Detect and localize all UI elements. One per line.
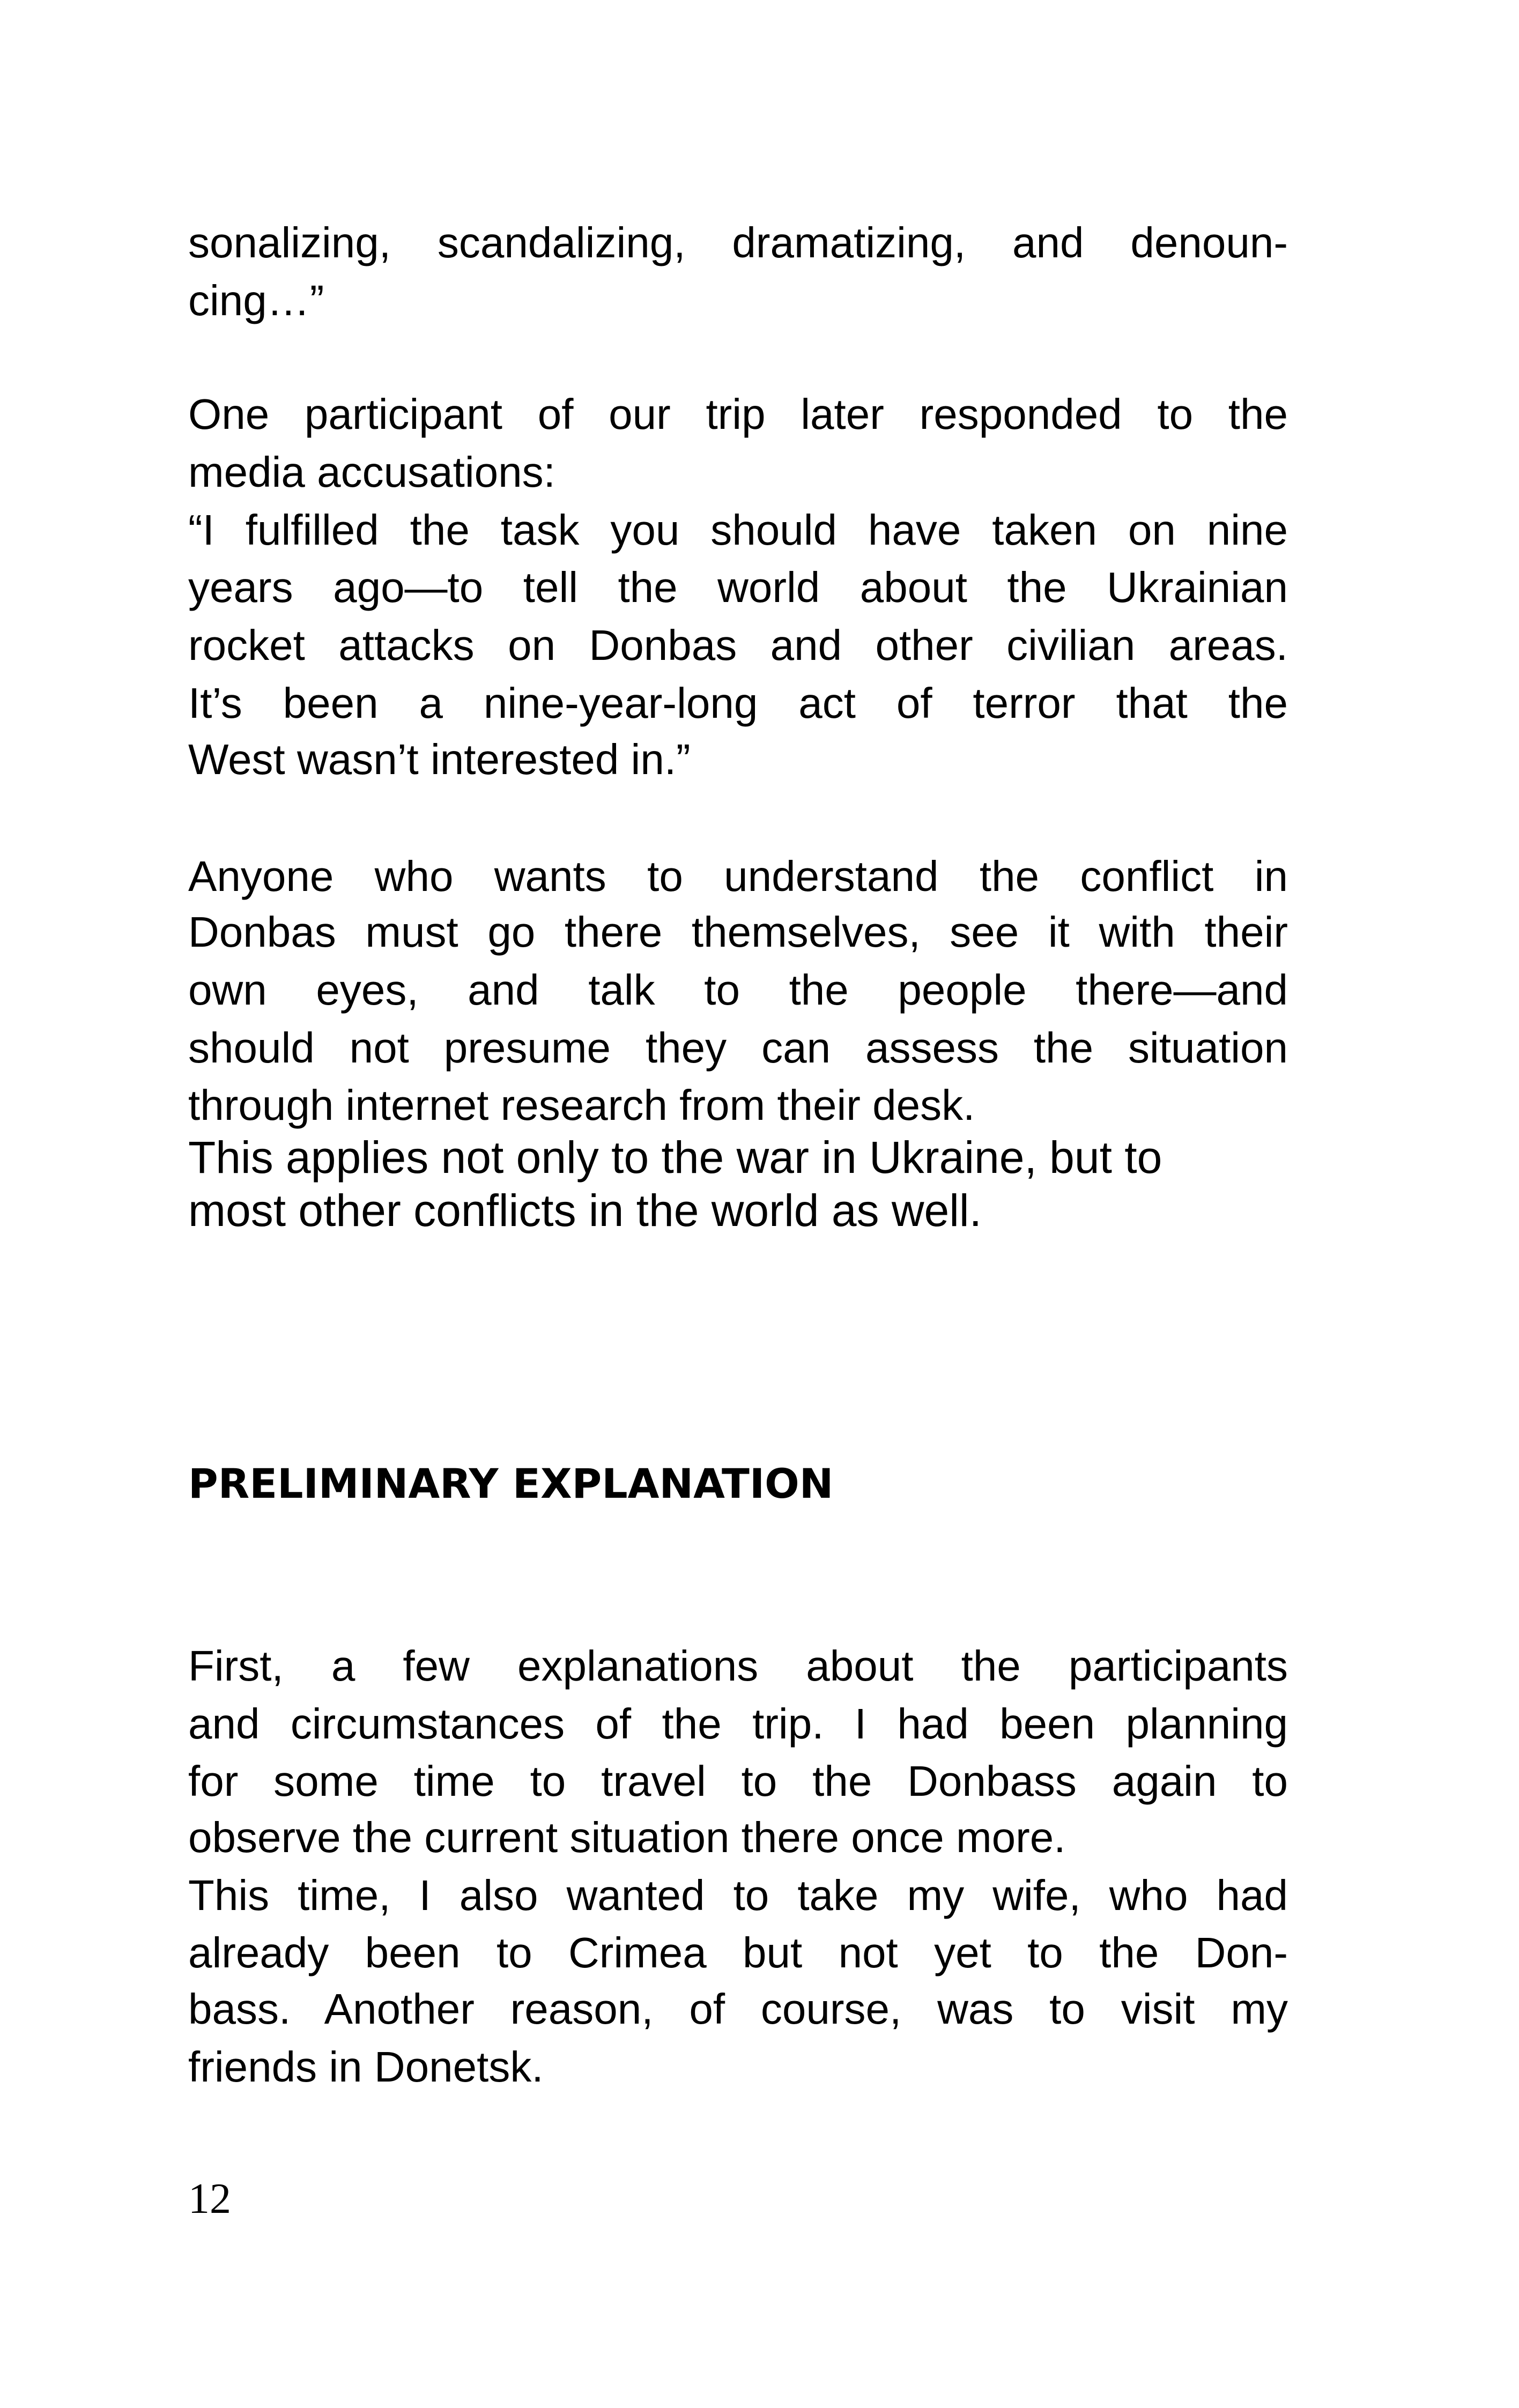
text-line: most other conflicts in the world as well. (188, 1185, 982, 1236)
text-line: own eyes, and talk to the people there—and (188, 966, 1288, 1014)
text-line: bass. Another reason, of course, was to visit my (188, 1985, 1288, 2033)
text-line: Anyone who wants to understand the conflict in (188, 852, 1288, 900)
text-line: sonalizing, scandalizing, dramatizing, and denoun- (188, 219, 1288, 266)
text-line: This applies not only to the war in Ukraine, but to (188, 1132, 1162, 1183)
text-line: Donbas must go there themselves, see it with their (188, 908, 1288, 956)
text-line: First, a few explanations about the participants (188, 1642, 1288, 1690)
text-line: This time, I also wanted to take my wife, who had (188, 1871, 1288, 1919)
text-line: West wasn’t interested in.” (188, 735, 691, 783)
text-line: through internet research from their desk. (188, 1081, 975, 1129)
text-line: for some time to travel to the Donbass again to (188, 1757, 1288, 1805)
text-line: One participant of our trip later responded to the (188, 390, 1288, 438)
text-line: and circumstances of the trip. I had been planning (188, 1700, 1288, 1748)
text-line: It’s been a nine-year-long act of terror that the (188, 679, 1288, 727)
text-line: years ago—to tell the world about the Ukrainian (188, 563, 1288, 611)
text-line: “I fulfilled the task you should have taken on nine (188, 506, 1288, 554)
text-line: rocket attacks on Donbas and other civilian areas. (188, 621, 1288, 669)
text-line: already been to Crimea but not yet to the Don- (188, 1929, 1288, 1976)
section-heading: PRELIMINARY EXPLANATION (188, 1460, 834, 1507)
page-number: 12 (188, 2175, 231, 2223)
text-line: should not presume they can assess the situation (188, 1024, 1288, 1072)
text-line: cing…” (188, 277, 324, 324)
text-line: media accusations: (188, 448, 555, 496)
text-line: friends in Donetsk. (188, 2043, 544, 2091)
text-line: observe the current situation there once more. (188, 1814, 1066, 1861)
